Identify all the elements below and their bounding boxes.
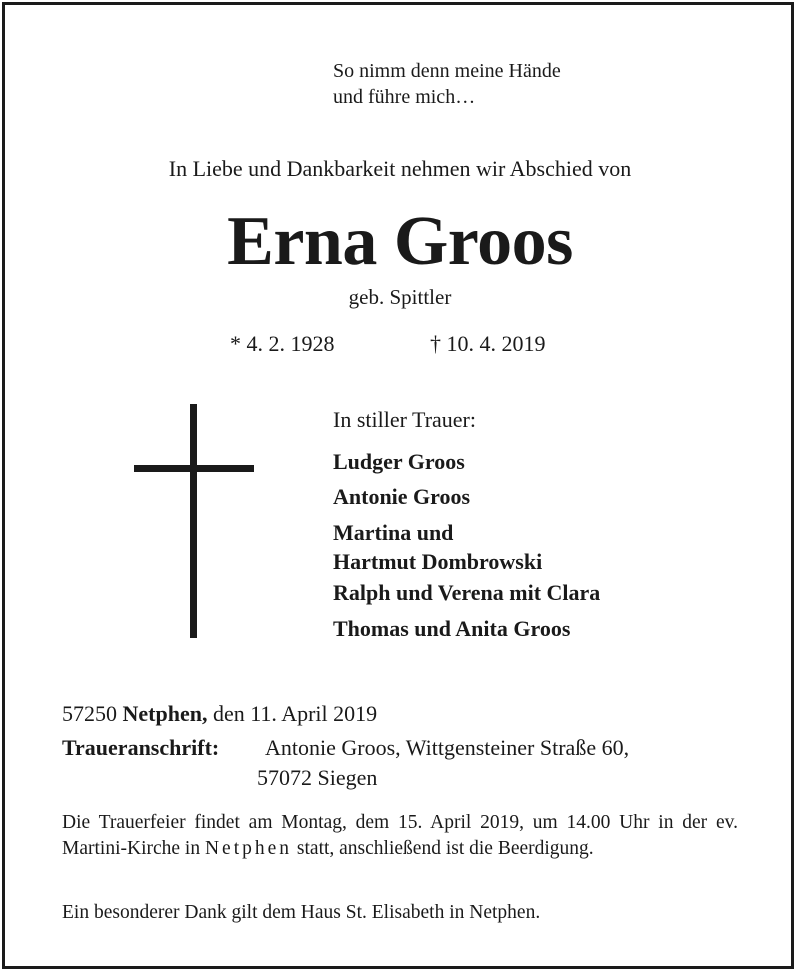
ceremony-notice: [62, 810, 738, 862]
mourner-name: Ludger Groos: [333, 449, 465, 474]
ceremony-text: statt, anschließend ist die Beerdigung.: [296, 838, 594, 859]
death-date: † 10. 4. 2019: [430, 331, 546, 356]
mourner-name: Ralph und Verena mit Clara: [333, 580, 601, 605]
mourner-name: Thomas und Anita Groos: [333, 616, 571, 641]
thanks-note: Ein besonderer Dank gilt dem Haus St. Elisabeth in Netphen.: [62, 902, 541, 923]
motto: [333, 58, 561, 110]
mourner-name: Martina und: [333, 520, 454, 545]
mourner-name: Hartmut Dombrowski: [333, 549, 543, 574]
motto-line: und führe mich…: [333, 86, 476, 108]
maiden-name: geb. Spittler: [348, 285, 452, 309]
intro-text: In Liebe und Dankbarkeit nehmen wir Abschied von: [168, 156, 632, 181]
mourner-name: Antonie Groos: [333, 484, 471, 509]
date: den 11. April 2019: [212, 701, 378, 726]
postcode: 57250: [62, 701, 117, 726]
address-label: Traueranschrift:: [62, 735, 220, 760]
address-line: 57072 Siegen: [257, 765, 378, 790]
cross-horizontal-bar: [134, 465, 254, 472]
birth-date: * 4. 2. 1928: [230, 331, 335, 356]
ceremony-text: Die Trauerfeier findet am Montag, dem 15. April 2019, um 14.00 Uhr in der ev. Martini-Kirche in: [62, 812, 738, 859]
deceased-name: Erna Groos: [227, 203, 573, 280]
motto-line: So nimm denn meine Hände: [333, 60, 561, 82]
ceremony-place: Netphen: [204, 838, 293, 859]
address-line: Antonie Groos, Wittgensteiner Straße 60,: [265, 735, 630, 760]
place-date: [62, 700, 377, 728]
city: Netphen,: [122, 701, 208, 726]
cross-vertical-bar: [190, 404, 197, 638]
mourning-heading: In stiller Trauer:: [333, 407, 476, 432]
